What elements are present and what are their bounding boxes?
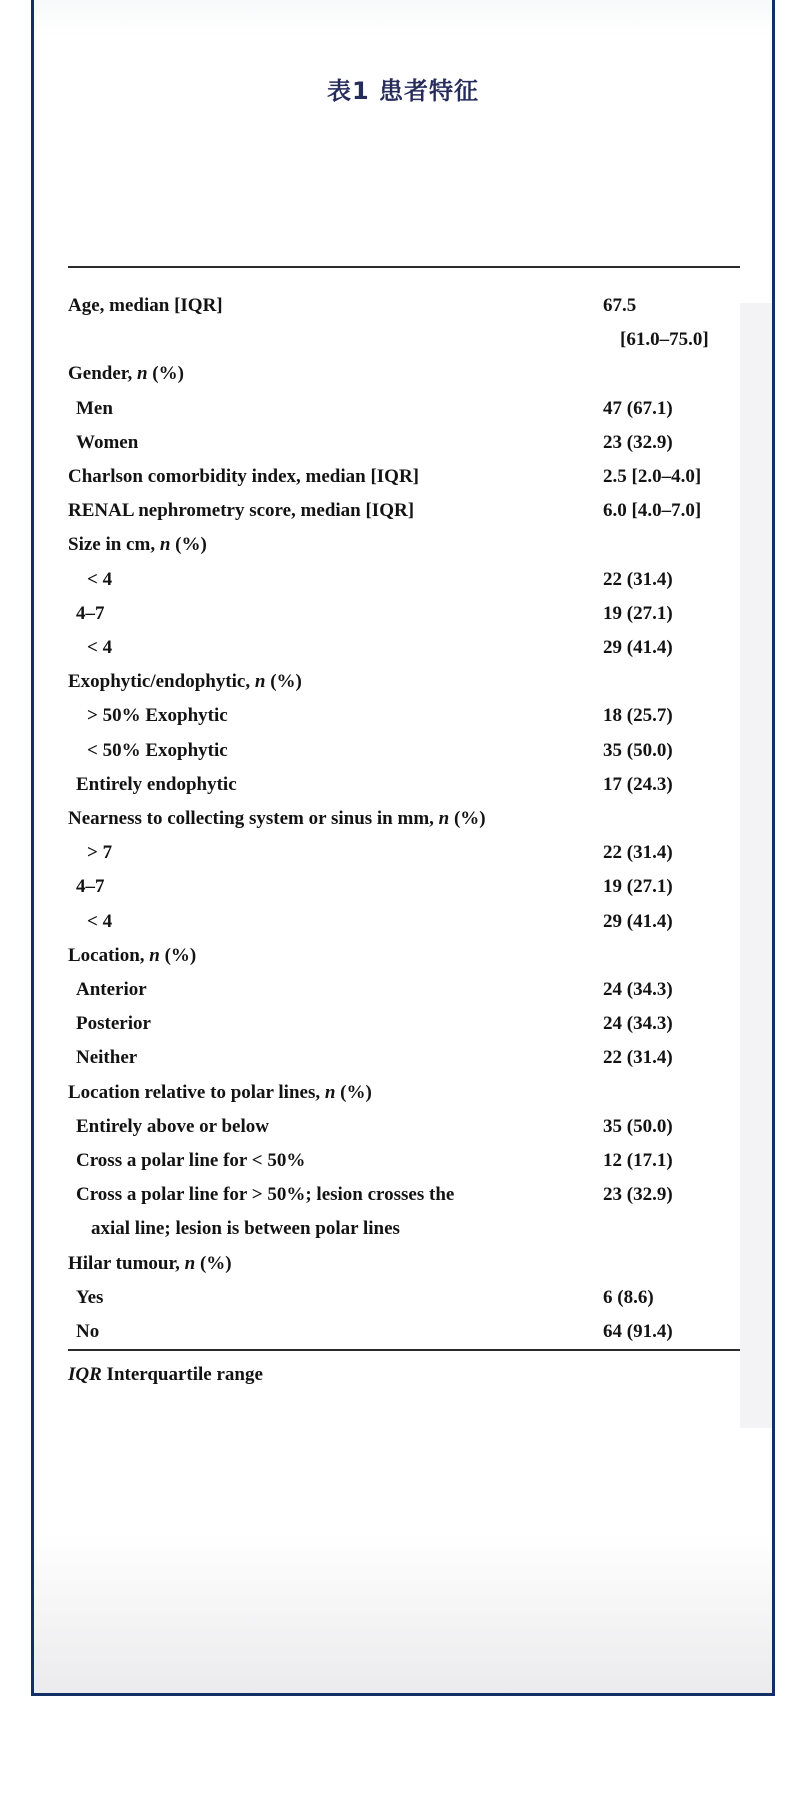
row-value-line: 22 (31.4)	[603, 842, 673, 864]
table-row	[68, 905, 740, 939]
row-label	[68, 1007, 603, 1041]
table-row	[68, 1247, 740, 1281]
row-label	[68, 939, 603, 973]
row-label	[68, 1144, 603, 1178]
row-value-line: 2.5 [2.0–4.0]	[603, 466, 702, 488]
table-row	[68, 392, 740, 426]
table-row	[68, 939, 740, 973]
row-label	[68, 802, 603, 836]
row-label	[68, 768, 603, 802]
table-row	[68, 289, 740, 357]
row-value	[603, 905, 740, 939]
table-row	[68, 1110, 740, 1144]
table-body	[68, 289, 740, 1349]
row-label-line: Charlson comorbidity index, median [IQR]	[68, 466, 419, 488]
row-label-line: Posterior	[76, 1013, 151, 1035]
row-label-line: No	[76, 1321, 100, 1343]
row-value-line: 67.5	[603, 295, 637, 316]
row-value	[603, 1007, 740, 1041]
row-value	[603, 1281, 740, 1315]
table-row	[68, 631, 740, 665]
table-row	[68, 870, 740, 904]
row-value	[603, 836, 740, 870]
table-row	[68, 734, 740, 768]
row-value	[603, 1144, 740, 1178]
table-row	[68, 802, 740, 836]
row-label	[68, 392, 603, 426]
table-row	[68, 836, 740, 870]
row-value-line: 35 (50.0)	[603, 739, 673, 761]
row-value-line: [61.0–75.0]	[620, 329, 709, 351]
row-value-line: 29 (41.4)	[603, 637, 673, 659]
row-label-line: Women	[76, 431, 139, 453]
row-value	[603, 973, 740, 1007]
row-value-line: 19 (27.1)	[603, 876, 673, 898]
row-value	[603, 494, 740, 528]
row-label	[68, 973, 603, 1007]
row-value-line: 18 (25.7)	[603, 705, 673, 727]
row-value	[603, 597, 740, 631]
row-label-line: < 4	[87, 910, 113, 932]
table-row	[68, 665, 740, 699]
row-label-line: Size in cm, n (%)	[68, 534, 207, 556]
row-value-line: 23 (32.9)	[603, 431, 673, 453]
row-label	[68, 1178, 603, 1246]
row-label-line: Neither	[76, 1047, 138, 1069]
row-label-line: 4–7	[76, 602, 105, 624]
row-value	[603, 289, 740, 357]
table-row	[68, 973, 740, 1007]
row-value-line: 12 (17.1)	[603, 1150, 673, 1172]
row-value	[603, 768, 740, 802]
table-row	[68, 494, 740, 528]
row-label-line: Gender, n (%)	[68, 363, 184, 385]
row-value	[603, 1178, 740, 1212]
row-label-line: Exophytic/endophytic, n (%)	[68, 671, 302, 693]
table-row	[68, 1076, 740, 1110]
row-label-line: Cross a polar line for < 50%	[76, 1150, 306, 1172]
row-label	[68, 870, 603, 904]
row-label	[68, 460, 603, 494]
row-label-line: Yes	[76, 1286, 104, 1308]
row-label	[68, 836, 603, 870]
row-label	[68, 1041, 603, 1075]
row-value	[603, 563, 740, 597]
row-label-line: > 50% Exophytic	[87, 705, 228, 727]
table-row	[68, 1178, 740, 1246]
row-value	[603, 699, 740, 733]
row-label	[68, 1110, 603, 1144]
row-label	[68, 494, 603, 528]
row-value-line: 24 (34.3)	[603, 979, 673, 1001]
table-row	[68, 1041, 740, 1075]
row-value	[603, 1041, 740, 1075]
row-label-line: > 7	[87, 842, 113, 864]
row-label-line: Men	[76, 397, 113, 419]
row-value	[603, 1315, 740, 1349]
row-value-line: 47 (67.1)	[603, 397, 673, 419]
table-row	[68, 563, 740, 597]
row-value	[603, 392, 740, 426]
row-label-line: 4–7	[76, 876, 105, 898]
row-label	[68, 631, 603, 665]
row-value-line: 22 (31.4)	[603, 1047, 673, 1069]
row-label	[68, 597, 603, 631]
row-label	[68, 905, 603, 939]
row-label-line: < 4	[87, 637, 113, 659]
row-label-line: Entirely above or below	[76, 1115, 269, 1137]
row-value-line: 29 (41.4)	[603, 910, 673, 932]
row-value	[603, 460, 740, 494]
table-row	[68, 528, 740, 562]
row-label	[68, 1315, 603, 1349]
row-label-line: Location relative to polar lines, n (%)	[68, 1081, 372, 1103]
row-value-line: 35 (50.0)	[603, 1115, 673, 1137]
row-label	[68, 1247, 603, 1281]
row-label	[68, 699, 603, 733]
row-label-line: < 50% Exophytic	[87, 739, 228, 761]
row-label-line: Location, n (%)	[68, 944, 197, 966]
row-value-line: 64 (91.4)	[603, 1321, 673, 1343]
row-label	[68, 1076, 603, 1110]
row-label-line: Anterior	[76, 979, 147, 1001]
row-value-line: 22 (31.4)	[603, 568, 673, 590]
row-label-line: Entirely endophytic	[76, 773, 237, 795]
table-title: 表1 患者特征	[326, 77, 480, 105]
row-label	[68, 1281, 603, 1315]
row-value-line: 6 (8.6)	[603, 1286, 654, 1308]
row-value	[603, 1110, 740, 1144]
row-value	[603, 631, 740, 665]
row-label	[68, 563, 603, 597]
row-value	[603, 870, 740, 904]
patient-characteristics-table	[68, 266, 740, 1351]
row-label-line: Age, median [IQR]	[68, 295, 223, 316]
table-row	[68, 1315, 740, 1349]
row-label	[68, 289, 603, 323]
row-value-line: 6.0 [4.0–7.0]	[603, 500, 702, 522]
row-label-line: RENAL nephrometry score, median [IQR]	[68, 500, 415, 522]
row-label	[68, 357, 603, 391]
row-value	[603, 734, 740, 768]
row-label-line: axial line; lesion is between polar lines	[91, 1218, 400, 1240]
row-value-line: 19 (27.1)	[603, 602, 673, 624]
table-row	[68, 357, 740, 391]
table-footnote: IQR Interquartile range	[68, 1364, 263, 1385]
table-row	[68, 460, 740, 494]
row-value-line: 24 (34.3)	[603, 1013, 673, 1035]
table-row	[68, 699, 740, 733]
row-label-line: Hilar tumour, n (%)	[68, 1252, 232, 1274]
row-label	[68, 734, 603, 768]
table-row	[68, 768, 740, 802]
row-value	[603, 426, 740, 460]
row-value-line: 23 (32.9)	[603, 1184, 673, 1206]
row-label-line: < 4	[87, 568, 113, 590]
table-row	[68, 1007, 740, 1041]
table-row	[68, 1144, 740, 1178]
table-row	[68, 597, 740, 631]
row-label-line: Cross a polar line for > 50%; lesion crosses the	[76, 1184, 455, 1206]
table-row	[68, 1281, 740, 1315]
table-row	[68, 426, 740, 460]
row-label	[68, 528, 603, 562]
row-value-line: 17 (24.3)	[603, 773, 673, 795]
scan-edge-tint	[740, 303, 772, 1428]
row-label	[68, 665, 603, 699]
row-label	[68, 426, 603, 460]
row-label-line: Nearness to collecting system or sinus in mm, n (%)	[68, 808, 486, 830]
